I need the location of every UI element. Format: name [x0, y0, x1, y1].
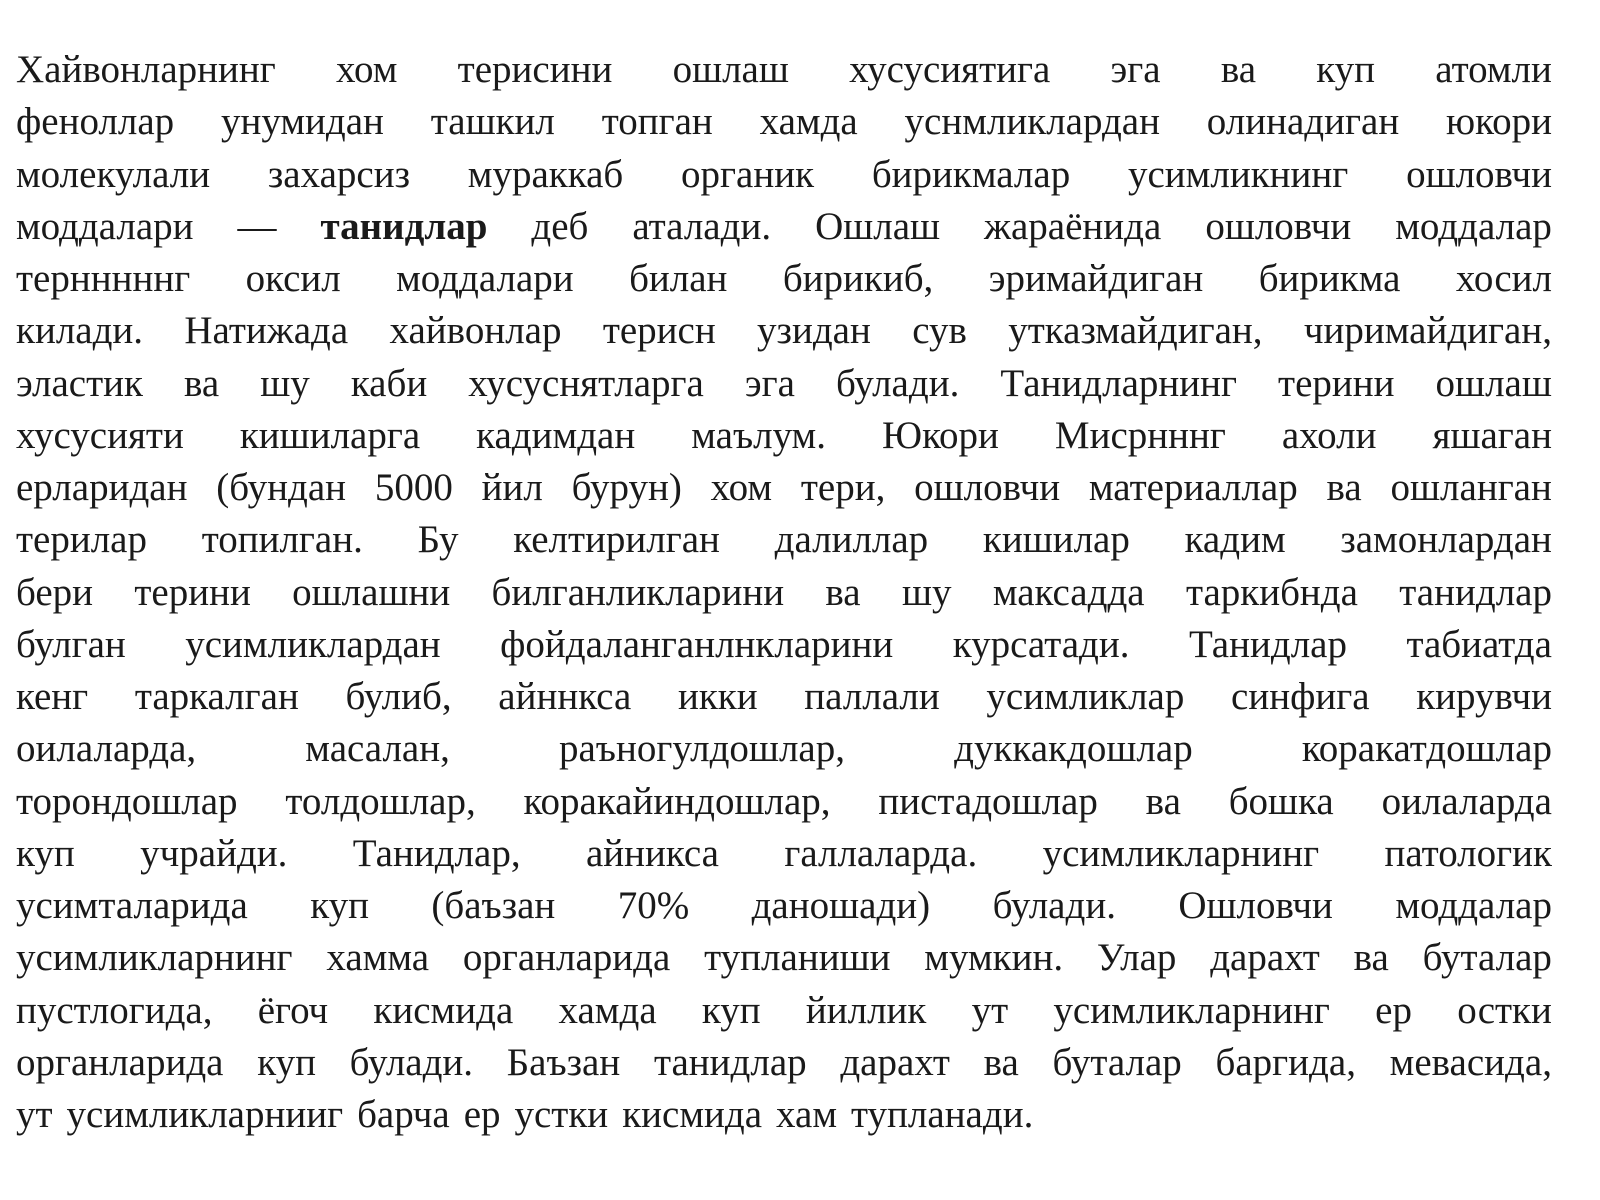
word: оксил	[245, 257, 341, 300]
word: кишиларга	[239, 413, 421, 457]
word: коракатдошлар	[1301, 727, 1552, 771]
word: органларида	[16, 1040, 224, 1084]
word: тери,	[800, 466, 886, 509]
word: Мисрнннг	[1054, 413, 1226, 457]
word: атомли	[1435, 48, 1552, 91]
word: ошланган	[1390, 466, 1552, 509]
word: куп	[16, 831, 75, 875]
word: органларида	[462, 936, 671, 980]
word: масалан,	[305, 727, 450, 771]
word: ёгоч	[257, 988, 329, 1032]
word: эластик	[16, 361, 143, 405]
word: ва	[983, 1040, 1019, 1084]
word: усимликнинг	[1128, 152, 1349, 196]
word: хусусиятига	[849, 48, 1051, 91]
word: Хайвонларнинг	[16, 48, 276, 91]
word: Ошлаш	[815, 204, 941, 248]
text-line	[16, 410, 1552, 462]
word: терилар	[16, 518, 147, 562]
word: торондошлар	[16, 779, 238, 823]
word: юкори	[1446, 100, 1552, 144]
word: —	[237, 204, 277, 248]
word: ошловчи	[1205, 204, 1352, 248]
word: хом	[335, 48, 398, 91]
word: кадимдан	[476, 413, 636, 457]
word: терисини	[457, 48, 613, 91]
text-line	[16, 1037, 1552, 1089]
word: ва	[1326, 466, 1362, 509]
text-line	[16, 514, 1552, 566]
word: булади.	[349, 1040, 474, 1084]
word: мевасида,	[1389, 1040, 1552, 1084]
word: буталар	[1422, 936, 1552, 980]
word: толдошлар,	[285, 779, 476, 823]
word: шу	[260, 361, 310, 405]
text-line	[16, 1089, 1552, 1141]
word: кишилар	[982, 518, 1130, 562]
word: эга	[744, 361, 795, 405]
word: бирикма	[1258, 257, 1401, 300]
word: ва	[184, 361, 220, 405]
word: икки	[677, 675, 758, 718]
word: каби	[350, 361, 428, 405]
word: куп	[1316, 48, 1376, 91]
word: шу	[901, 570, 952, 614]
word: хайвонлар	[389, 309, 562, 353]
word: таркалган	[134, 675, 299, 718]
word: феноллар	[16, 100, 175, 144]
word: остки	[1457, 988, 1552, 1032]
bold-term: танидлар	[320, 204, 488, 248]
word: кадим	[1184, 518, 1286, 562]
word: йиллик	[805, 988, 927, 1032]
word: бирикиб,	[782, 257, 934, 300]
text-line	[16, 567, 1552, 619]
word: Юкори	[881, 413, 999, 457]
word: даношади)	[751, 884, 931, 927]
word: ва	[1145, 779, 1181, 823]
word: келтирилган	[513, 518, 720, 562]
word: кисмида	[622, 1093, 763, 1136]
word: тупланади.	[851, 1093, 1034, 1136]
text-line	[16, 44, 1552, 96]
word: сув	[912, 309, 967, 353]
word: ошлаш	[1435, 361, 1552, 405]
word: усимликларнинг	[1042, 831, 1320, 875]
word: Улар	[1096, 936, 1177, 980]
word: булган	[16, 622, 126, 666]
word: ва	[825, 570, 861, 614]
word: маълум.	[691, 413, 826, 457]
word: хамда	[759, 100, 858, 144]
word: унумидан	[220, 100, 384, 144]
word: таркибнда	[1185, 570, 1358, 614]
word: деб	[531, 204, 589, 248]
text-line	[16, 671, 1552, 723]
word: эга	[1110, 48, 1161, 91]
word: ва	[1353, 936, 1389, 980]
word: фойдаланганлнкларини	[500, 622, 894, 666]
word: ахоли	[1281, 413, 1377, 457]
word: усимликларнинг	[16, 936, 293, 980]
word: терини	[134, 570, 251, 614]
word: айникса	[585, 831, 719, 875]
word: куп	[257, 1040, 316, 1084]
word: кирувчи	[1416, 675, 1552, 718]
word: куп	[310, 884, 370, 927]
word: пустлогида,	[16, 988, 213, 1032]
word: билганликларини	[491, 570, 785, 614]
word: бошка	[1228, 779, 1334, 823]
word: Бу	[417, 518, 459, 562]
word: хусуснятларга	[468, 361, 704, 405]
word: чиримайдиган,	[1303, 309, 1552, 353]
text-line	[16, 305, 1552, 357]
word: утказмайдиган,	[1008, 309, 1263, 353]
word: булади.	[835, 361, 960, 405]
word: баргида,	[1215, 1040, 1356, 1084]
text-line	[16, 723, 1552, 775]
word: олинадиган	[1206, 100, 1400, 144]
word: узидан	[757, 309, 871, 353]
text-line	[16, 880, 1552, 932]
word: буталар	[1052, 1040, 1182, 1084]
word: барча	[357, 1093, 450, 1136]
text-line	[16, 96, 1552, 148]
word: хусусияти	[16, 413, 184, 457]
word: тернннннг	[16, 257, 191, 300]
text-line	[16, 149, 1552, 201]
word: ут	[971, 988, 1009, 1032]
text-line	[16, 462, 1552, 514]
word: йил	[481, 466, 543, 509]
text-line	[16, 776, 1552, 828]
word: (баъзан	[431, 884, 556, 927]
word: Натижада	[184, 309, 349, 353]
word: кенг	[16, 675, 89, 718]
word: усимликларнинг	[1053, 988, 1330, 1032]
word: синфига	[1231, 675, 1370, 718]
text-line	[16, 932, 1552, 984]
word: эримайдиган	[988, 257, 1204, 300]
word: булади.	[992, 884, 1116, 927]
word: галлаларда.	[784, 831, 978, 875]
word: моддалари	[16, 204, 194, 248]
text-line	[16, 619, 1552, 671]
word: терисн	[602, 309, 716, 353]
word: яшаган	[1432, 413, 1552, 457]
word: топган	[601, 100, 713, 144]
word: хам	[776, 1093, 838, 1136]
word: ташкил	[430, 100, 555, 144]
word: усимликлардан	[185, 622, 441, 666]
word: танидлар	[1399, 570, 1552, 614]
word: устки	[514, 1093, 609, 1136]
word: килади.	[16, 309, 144, 353]
word: 5000	[374, 466, 453, 509]
word: замонлардан	[1340, 518, 1552, 562]
word: ва	[1220, 48, 1257, 91]
text-line	[16, 828, 1552, 880]
word: дарахт	[1210, 936, 1320, 980]
word: коракайиндошлар,	[523, 779, 831, 823]
word: усимталарида	[16, 884, 248, 927]
word: бери	[16, 570, 94, 614]
word: усимликларнииг	[66, 1093, 344, 1136]
word: табиатда	[1406, 622, 1552, 666]
word: пистадошлар	[878, 779, 1098, 823]
word: ер	[463, 1093, 501, 1136]
text-line	[16, 253, 1552, 305]
word: кисмида	[373, 988, 514, 1032]
word: максадда	[992, 570, 1145, 614]
word: жараёнида	[984, 204, 1162, 248]
word: мураккаб	[467, 152, 624, 196]
word: курсатади.	[952, 622, 1130, 666]
word: органик	[681, 152, 815, 196]
word: патологик	[1384, 831, 1552, 875]
word: захарсиз	[267, 152, 410, 196]
word: бирикмалар	[871, 152, 1071, 196]
word: топилган.	[201, 518, 363, 562]
word: аталади.	[632, 204, 772, 248]
word: билан	[629, 257, 728, 300]
word: (бундан	[216, 466, 347, 509]
word: Танидларнинг	[1000, 361, 1238, 405]
word: учрайди.	[140, 831, 288, 875]
word: ошловчи	[914, 466, 1061, 509]
text-line	[16, 985, 1552, 1037]
word: молекулали	[16, 152, 211, 196]
word: ерларидан	[16, 466, 188, 509]
word: куп	[701, 988, 761, 1032]
word: 70%	[617, 884, 690, 927]
text-line	[16, 358, 1552, 410]
word: Танидлар	[1188, 622, 1347, 666]
word: ут	[16, 1093, 53, 1136]
word: хосил	[1455, 257, 1552, 300]
word: ошлаш	[672, 48, 789, 91]
word: мумкин.	[924, 936, 1064, 980]
word: бурун)	[571, 466, 682, 509]
word: ошловчи	[1406, 152, 1552, 196]
word: уснмликлардан	[904, 100, 1160, 144]
word: тупланиши	[704, 936, 891, 980]
word: Ошловчи	[1178, 884, 1333, 927]
word: моддалар	[1395, 884, 1552, 927]
word: материаллар	[1088, 466, 1298, 509]
word: айннкса	[498, 675, 632, 718]
word: танидлар	[653, 1040, 807, 1084]
word: Танидлар,	[352, 831, 521, 875]
word: Баъзан	[506, 1040, 621, 1084]
document-body	[16, 44, 1552, 1141]
word: дуккакдошлар	[954, 727, 1193, 771]
word: далиллар	[774, 518, 929, 562]
word: хамма	[326, 936, 430, 980]
word: ер	[1375, 988, 1412, 1032]
word: оилаларда,	[16, 727, 197, 771]
word: хамда	[558, 988, 657, 1032]
word: паллали	[804, 675, 940, 718]
word: дарахт	[840, 1040, 950, 1084]
word: ошлашни	[292, 570, 451, 614]
word: хом	[710, 466, 773, 509]
word: раъногулдошлар,	[559, 727, 845, 771]
word: усимликлар	[986, 675, 1185, 718]
word: терини	[1278, 361, 1395, 405]
word: моддалар	[1395, 204, 1552, 248]
word: моддалари	[396, 257, 574, 300]
word: оилаларда	[1381, 779, 1552, 823]
text-line	[16, 201, 1552, 253]
word: булиб,	[345, 675, 452, 718]
